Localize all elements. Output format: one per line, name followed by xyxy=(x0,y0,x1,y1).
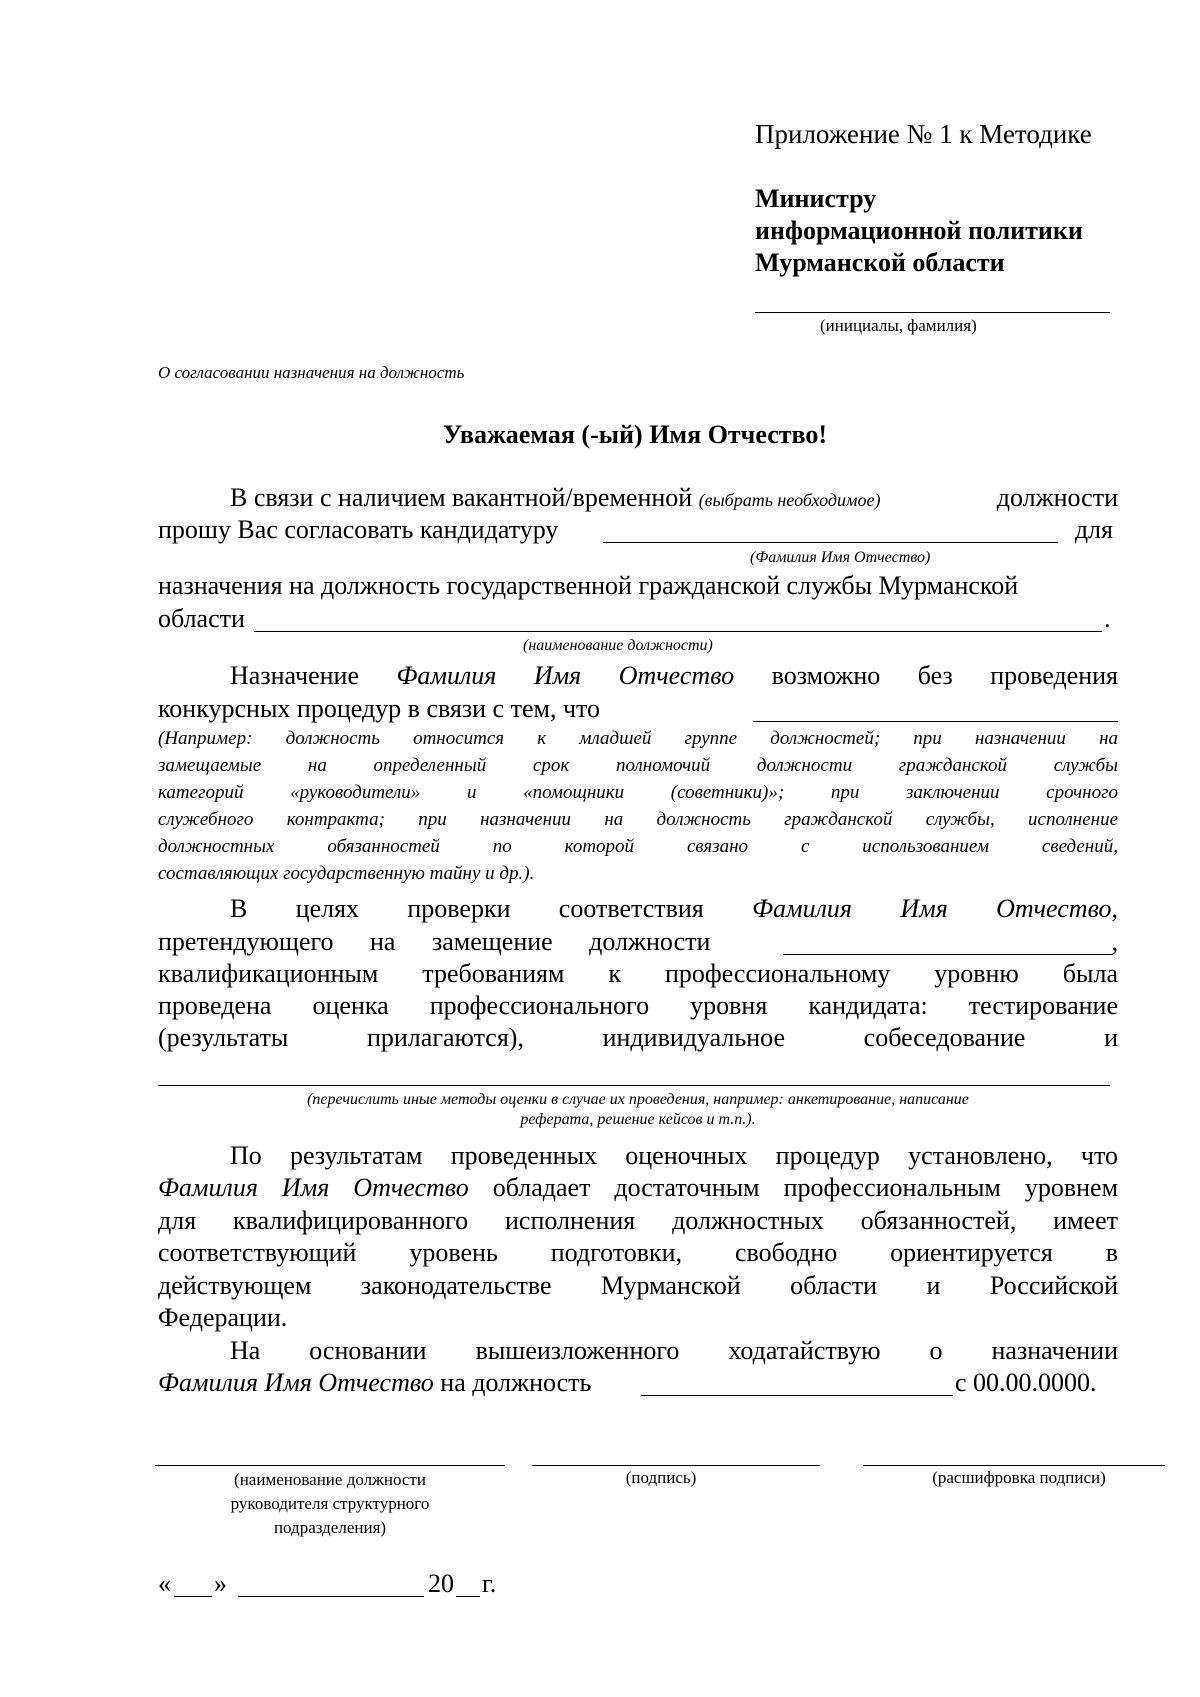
example-block: (Например: должность относится к младшей группе должностей; при назначении на замещаемые на определенный срок полномочий должности гражданской службы категорий «руководители» и «помощники (советники)»; при заключении срочного служебного контракта; при назначении на должность гражданской службы, исполнение должностных обязанностей по которой связано с использованием сведений, составляющих государственную тайну и др.). xyxy=(158,728,1118,884)
p1-line-2: прошу Вас согласовать кандидатуру для xyxy=(158,515,1113,544)
p4-line-3: для квалифицированного исполнения должностных обязанностей, имеет xyxy=(158,1206,1118,1235)
caption-head-position: (наименование должности руководителя структурного подразделения) xyxy=(230,1470,430,1537)
addressee-caption: (инициалы, фамилия) xyxy=(820,316,977,335)
caption-signature-decode: (расшифровка подписи) xyxy=(932,1468,1106,1487)
addressee-line-3: Мурманской области xyxy=(755,248,1005,277)
subject-line: О согласовании назначения на должность xyxy=(158,363,465,382)
methods-blank xyxy=(158,1085,1110,1086)
p3-line-2: претендующего на замещение должности , xyxy=(158,927,1118,956)
addressee-line-2: информационной политики xyxy=(755,216,1083,245)
reason-blank xyxy=(753,721,1118,722)
appointment-position-blank xyxy=(641,1395,953,1396)
position-signature-line xyxy=(155,1465,505,1466)
p5-line-1: На основании вышеизложенного ходатайствую о назначении xyxy=(230,1336,1118,1365)
p3-line-4: проведена оценка профессионального уровня кандидата: тестирование xyxy=(158,991,1118,1020)
p3-line-3: квалификационным требованиям к профессиональному уровню была xyxy=(158,959,1118,988)
addressee-line-1: Министру xyxy=(755,184,877,213)
candidate-blank xyxy=(603,542,1058,543)
p4-line-5: действующем законодательстве Мурманской области и Российской xyxy=(158,1271,1118,1300)
p4-line-2: Фамилия Имя Отчество обладает достаточным профессиональным уровнем xyxy=(158,1173,1119,1202)
position-blank xyxy=(254,631,1102,632)
p4-line-1: По результатам проведенных оценочных процедур установлено, что xyxy=(230,1141,1118,1170)
position-blank-2 xyxy=(783,954,1113,955)
addressee-underline xyxy=(755,312,1110,313)
p3-line-1: В целях проверки соответствия Фамилия Имя Отчество, xyxy=(230,894,1119,923)
p5-line-2: Фамилия Имя Отчество на должность с 00.00.0000. xyxy=(158,1368,1097,1397)
addressee-block xyxy=(755,183,1083,279)
p1-line-3: назначения на должность государственной гражданской службы Мурманской xyxy=(158,571,1019,600)
decode-signature-line xyxy=(863,1465,1165,1466)
appendix-label: Приложение № 1 к Методике xyxy=(755,119,1092,149)
p2-line-2: конкурсных процедур в связи с тем, что xyxy=(158,693,1118,725)
p4-line-6: Федерации. xyxy=(158,1303,288,1332)
caption-position: (наименование должности) xyxy=(523,637,713,654)
p1-line-4: области . xyxy=(158,604,1111,633)
p3-line-5: (результаты прилагаются), индивидуальное собеседование и xyxy=(158,1023,1118,1052)
date-line: « » 20 г. xyxy=(158,1569,497,1598)
signature-line xyxy=(532,1465,820,1466)
caption-fio: (Фамилия Имя Отчество) xyxy=(750,549,931,566)
p4-line-4: соответствующий уровень подготовки, свободно ориентируется в xyxy=(158,1238,1118,1267)
caption-signature: (подпись) xyxy=(625,1468,697,1487)
p2-line-1: Назначение Фамилия Имя Отчество возможно без проведения xyxy=(230,661,1118,690)
caption-methods: (перечислить иные методы оценки в случае их проведения, например: анкетирование, написание реферата, решение кейсов и т.п.). xyxy=(307,1091,969,1128)
p1-line-1: В связи с наличием вакантной/временной (выбрать необходимое) должности xyxy=(230,483,1118,512)
salutation: Уважаемая (-ый) Имя Отчество! xyxy=(442,420,828,449)
